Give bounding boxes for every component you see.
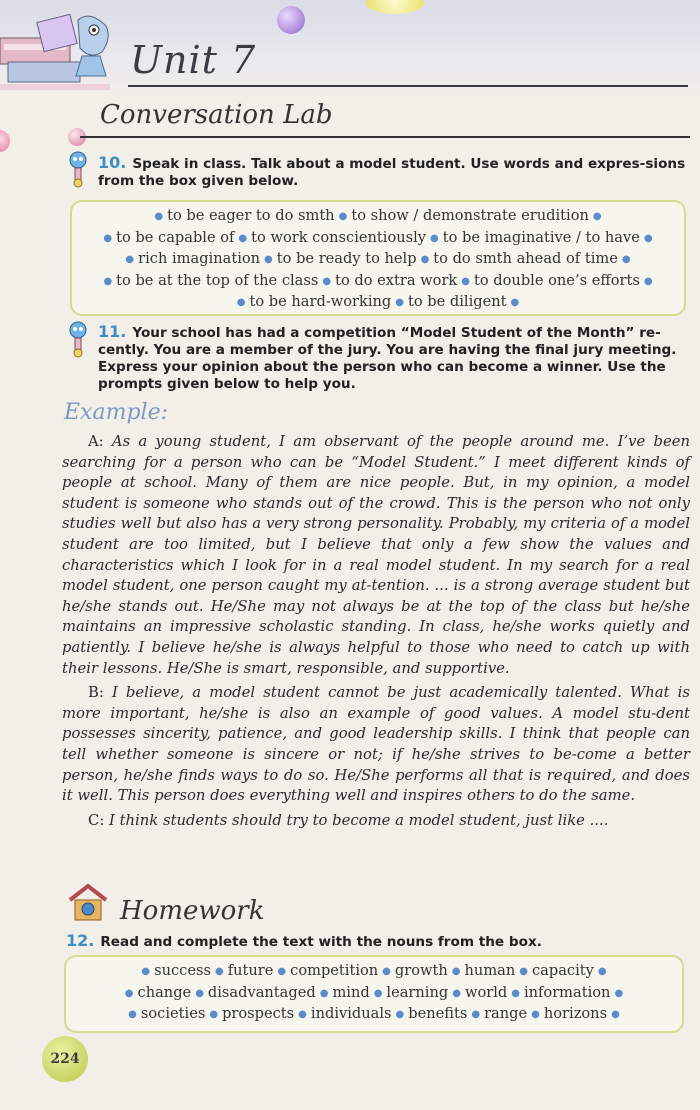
- bullet-icon: ●: [420, 254, 430, 265]
- bullet-icon: ●: [510, 297, 520, 308]
- speaker-label: C:: [88, 811, 110, 829]
- speaker-label: A:: [88, 433, 112, 450]
- task-10-instruction: [98, 154, 690, 190]
- dialog-turn: [62, 683, 690, 807]
- bullet-icon: ●: [511, 987, 520, 999]
- bullet-icon: ●: [209, 1009, 219, 1020]
- task-text: Your school has had a competition “Model Student of the Month” re-cently. You are a member of the jury. You are having the final jury meeting. Express your opinion about the person who can become a winner. Use the prompts given below to help you.: [98, 325, 677, 392]
- word-item: to work conscientiously: [251, 228, 427, 246]
- bullet-icon: ●: [298, 1009, 307, 1020]
- bullet-icon: ●: [141, 966, 151, 977]
- speaking-icon: [64, 150, 94, 188]
- bullet-icon: ●: [621, 254, 631, 265]
- bullet-icon: ●: [125, 254, 135, 265]
- bullet-icon: ●: [322, 275, 332, 287]
- word-item: to be imaginative / to have: [442, 228, 640, 246]
- house-icon: [66, 882, 110, 922]
- word-item: disadvantaged: [207, 983, 316, 1001]
- example-label: Example:: [64, 400, 168, 425]
- dialog-turn: [62, 432, 690, 679]
- box-line: [72, 228, 684, 250]
- word-item: to be at the top of the class: [116, 271, 319, 289]
- box-line: [72, 249, 684, 271]
- dialog-turn: [62, 811, 690, 832]
- bullet-icon: ●: [277, 966, 287, 977]
- bullet-icon: ●: [611, 1009, 620, 1020]
- word-item: mind: [332, 983, 370, 1001]
- word-item: to show / demonstrate erudition: [351, 207, 589, 224]
- bullet-icon: ●: [195, 987, 204, 999]
- bullet-icon: ●: [643, 232, 653, 244]
- box-line: [72, 271, 684, 293]
- word-item: societies: [140, 1005, 206, 1022]
- bullet-icon: ●: [592, 211, 602, 222]
- word-item: to double one’s efforts: [474, 271, 640, 289]
- bullet-icon: ●: [103, 275, 113, 287]
- word-item: horizons: [543, 1005, 608, 1022]
- word-item: individuals: [310, 1005, 392, 1022]
- word-item: change: [137, 983, 192, 1001]
- word-item: capacity: [532, 962, 594, 979]
- dialog-text: I think students should try to become a model student, just like ....: [109, 811, 609, 829]
- bullet-icon: ●: [238, 232, 248, 244]
- word-item: growth: [394, 962, 448, 979]
- bullet-icon: ●: [373, 987, 383, 999]
- box-line: [66, 983, 682, 1005]
- word-item: success: [154, 962, 211, 979]
- bullet-icon: ●: [124, 987, 134, 999]
- bullet-icon: ●: [264, 254, 273, 265]
- word-item: future: [227, 962, 274, 979]
- word-item: to do smth ahead of time: [433, 250, 618, 267]
- bullet-icon: ●: [319, 987, 329, 999]
- word-item: rich imagination: [138, 250, 261, 267]
- word-item: competition: [290, 962, 379, 979]
- bullet-icon: ●: [461, 275, 471, 287]
- bullet-icon: ●: [531, 1009, 540, 1020]
- word-item: to be diligent: [408, 293, 507, 310]
- word-item: human: [464, 962, 516, 979]
- box-line: [66, 1004, 682, 1026]
- bullet-icon: ●: [338, 211, 348, 222]
- bullet-icon: ●: [214, 966, 224, 977]
- header-rule: [128, 85, 688, 87]
- task-12-instruction: [66, 932, 686, 951]
- box-line: [72, 206, 684, 228]
- homework-heading: Homework: [120, 896, 265, 926]
- bullet-icon: ●: [643, 275, 653, 287]
- task-text: Speak in class. Talk about a model student. Use words and expres-sions from the box given below.: [98, 156, 686, 189]
- word-item: prospects: [222, 1005, 295, 1022]
- page-number: 224: [42, 1036, 88, 1082]
- dialog-text: I believe, a model student cannot be just academically talented. What is more important, he/she is also an example of good values. A model stu-dent possesses sincerity, patience, and good leadership skills. I think that people can tell whether someone is sincere or not; if he/she strives to be-come a better person, he/she finds ways to do so. He/She performs all that is required, and does it well. This person does everything well and inspires others to do the same.: [62, 684, 690, 805]
- word-item: to be hard-working: [249, 293, 392, 310]
- bullet-icon: ●: [451, 966, 461, 977]
- bullet-icon: ●: [103, 232, 113, 244]
- bullet-icon: ●: [395, 297, 404, 308]
- example-dialog: [62, 432, 690, 831]
- word-item: range: [484, 1005, 528, 1022]
- bullet-icon: ●: [382, 966, 391, 977]
- books-illustration: [0, 0, 125, 95]
- dialog-text: As a young student, I am observant of the people around me. I’ve been searching for a person who can be “Model Student.” I meet different kinds of people at school. Many of them are nice people. But, in my opinion, a model student is someone who stands out of the crowd. This is the person who not only studies well but also has a very strong personality. Probably, my criteria of a model student are too limited, but I believe that only a few show the values and characteristics which I look for in a real model student. In my search for a real model student, one person caught my at-tention. ... is a strong average student but he/she stands out. He/She may not always be at the top of the class but he/she maintains an impressive scholastic standing. In class, he/she works quietly and patiently. I believe he/she is always helpful to those who need to catch up with their lessons. He/She is smart, responsible, and supportive.: [62, 433, 690, 677]
- task-text: Read and complete the text with the nouns from the box.: [100, 934, 542, 950]
- speaking-icon: [64, 320, 94, 358]
- task-number: 11.: [98, 322, 127, 341]
- word-item: to be ready to help: [276, 250, 417, 267]
- word-item: to do extra work: [335, 271, 458, 289]
- bullet-icon: ●: [471, 1009, 481, 1020]
- bullet-icon: ●: [614, 987, 624, 999]
- expressions-box: [70, 200, 686, 316]
- speaker-label: B:: [88, 684, 112, 702]
- section-heading: Conversation Lab: [100, 100, 333, 130]
- bullet-icon: ●: [452, 987, 461, 999]
- word-item: information: [523, 983, 611, 1001]
- bullet-icon: ●: [430, 232, 439, 244]
- bullet-icon: ●: [395, 1009, 405, 1020]
- bullet-icon: ●: [236, 297, 246, 308]
- unit-title: Unit 7: [130, 38, 257, 82]
- word-item: to be capable of: [116, 228, 235, 246]
- task-11-instruction: [98, 323, 690, 393]
- bullet-icon: ●: [519, 966, 528, 977]
- bullet-icon: ●: [128, 1009, 137, 1020]
- word-item: world: [464, 983, 508, 1001]
- word-item: to be eager to do smth: [167, 207, 335, 224]
- bullet-icon: ●: [154, 211, 164, 222]
- box-line: [66, 961, 682, 983]
- section-rule: [80, 136, 690, 138]
- task-number: 12.: [66, 931, 95, 950]
- decorative-sphere: [277, 6, 305, 34]
- bullet-icon: ●: [597, 966, 607, 977]
- nouns-box: [64, 955, 684, 1033]
- word-item: learning: [386, 983, 449, 1001]
- word-item: benefits: [408, 1005, 468, 1022]
- decorative-sphere: [0, 130, 10, 152]
- task-number: 10.: [98, 153, 127, 172]
- box-line: [72, 292, 684, 314]
